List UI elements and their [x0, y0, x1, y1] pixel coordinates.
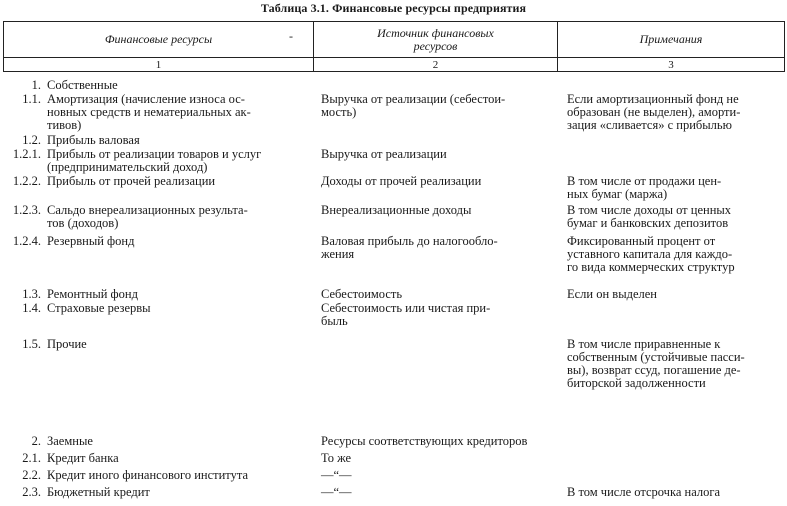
row-text: тивов)	[47, 118, 82, 132]
row-text: Страховые резервы	[47, 301, 151, 315]
row-text: Кредит банка	[47, 451, 119, 465]
table-row	[4, 338, 87, 351]
header-financial-resources	[3, 21, 313, 58]
row-text: Прибыль от прочей реализации	[47, 174, 216, 188]
row-label: 1.2.4.	[12, 234, 41, 248]
row-source: Ресурсы соответствующих кредиторов	[321, 434, 528, 448]
col-number-2: 2	[313, 58, 557, 72]
row-text: тов (доходов)	[47, 216, 119, 230]
header-col1-label: Финансовые ресурсы	[104, 32, 213, 46]
row-label: 1.5.	[22, 337, 41, 351]
row-source: Выручка от реализации	[321, 147, 447, 161]
row-source: —“—	[321, 485, 352, 499]
table-row	[4, 93, 251, 132]
row-label: 2.2.	[22, 468, 41, 482]
row-text: (предпринимательский доход)	[47, 160, 208, 174]
row-label: 1.3.	[22, 287, 41, 301]
row-label: 1.2.3.	[12, 203, 41, 217]
row-note: В том числе от продажи цен- ных бумаг (маржа)	[567, 174, 722, 201]
row-source: Выручка от реализации (себестои- мость)	[321, 92, 506, 119]
row-label: 1.4.	[22, 301, 41, 315]
row-text: Заемные	[47, 434, 93, 448]
row-note: Если амортизационный фонд не образован (не выделен), аморти- зация «сливается» с прибылью	[567, 92, 741, 132]
table-row	[4, 452, 119, 465]
table-row	[4, 175, 215, 188]
row-label: 2.	[31, 434, 41, 448]
header-col3-label: Примечания	[639, 32, 703, 46]
header-notes	[557, 21, 785, 58]
row-source: Доходы от прочей реализации	[321, 174, 482, 188]
row-text: Сальдо внереализационных результа-	[47, 203, 248, 217]
row-text: Собственные	[47, 78, 118, 92]
row-text: Амортизация (начисление износа ос-	[47, 92, 245, 106]
row-text: Резервный фонд	[47, 234, 135, 248]
table-row	[4, 302, 151, 315]
row-text: Прибыль валовая	[47, 133, 140, 147]
table-row	[4, 134, 140, 147]
row-label: 1.2.	[22, 133, 41, 147]
row-note: В том числе отсрочка налога	[567, 485, 721, 499]
row-note: В том числе приравненные к собственным (устойчивые пасси- вы), возврат ссуд, погашение де- биторской задолженности	[567, 337, 745, 390]
row-text: Кредит иного финансового института	[47, 468, 248, 482]
table-title: Таблица 3.1. Финансовые ресурсы предприятия	[260, 1, 527, 15]
table-row	[4, 235, 134, 248]
table-row	[4, 288, 138, 301]
row-label: 1.	[31, 78, 41, 92]
col-number-3: 3	[557, 58, 785, 72]
row-note: Фиксированный процент от уставного капитала для каждо- го вида коммерческих структур	[567, 234, 735, 274]
row-source: Себестоимость	[321, 287, 403, 301]
row-source: —“—	[321, 468, 352, 482]
row-text: Прочие	[47, 337, 87, 351]
table-row	[4, 435, 93, 448]
table-row	[4, 79, 118, 92]
row-text: Бюджетный кредит	[47, 485, 150, 499]
row-source: Себестоимость или чистая при- быль	[321, 301, 491, 328]
header-source	[313, 21, 557, 58]
row-text: новных средств и нематериальных ак-	[47, 105, 251, 119]
row-label: 1.1.	[22, 92, 41, 106]
table-row	[4, 204, 248, 230]
row-source: То же	[321, 451, 352, 465]
row-note: В том числе доходы от ценных бумаг и банковских депозитов	[567, 203, 732, 230]
header-mark: -	[289, 29, 293, 43]
row-source: Валовая прибыль до налогообло- жения	[321, 234, 498, 261]
row-label: 2.3.	[22, 485, 41, 499]
col-number-1: 1	[3, 58, 313, 72]
row-source: Внереализационные доходы	[321, 203, 472, 217]
row-note: Если он выделен	[567, 287, 657, 301]
header-col2-label: Источник финансовых ресурсов	[377, 25, 494, 53]
row-text: Ремонтный фонд	[47, 287, 138, 301]
row-text: Прибыль от реализации товаров и услуг	[47, 147, 262, 161]
table-row	[4, 469, 248, 482]
row-label: 1.2.1.	[12, 147, 41, 161]
row-label: 2.1.	[22, 451, 41, 465]
row-label: 1.2.2.	[12, 174, 41, 188]
table-row	[4, 486, 150, 499]
table-row	[4, 148, 261, 174]
